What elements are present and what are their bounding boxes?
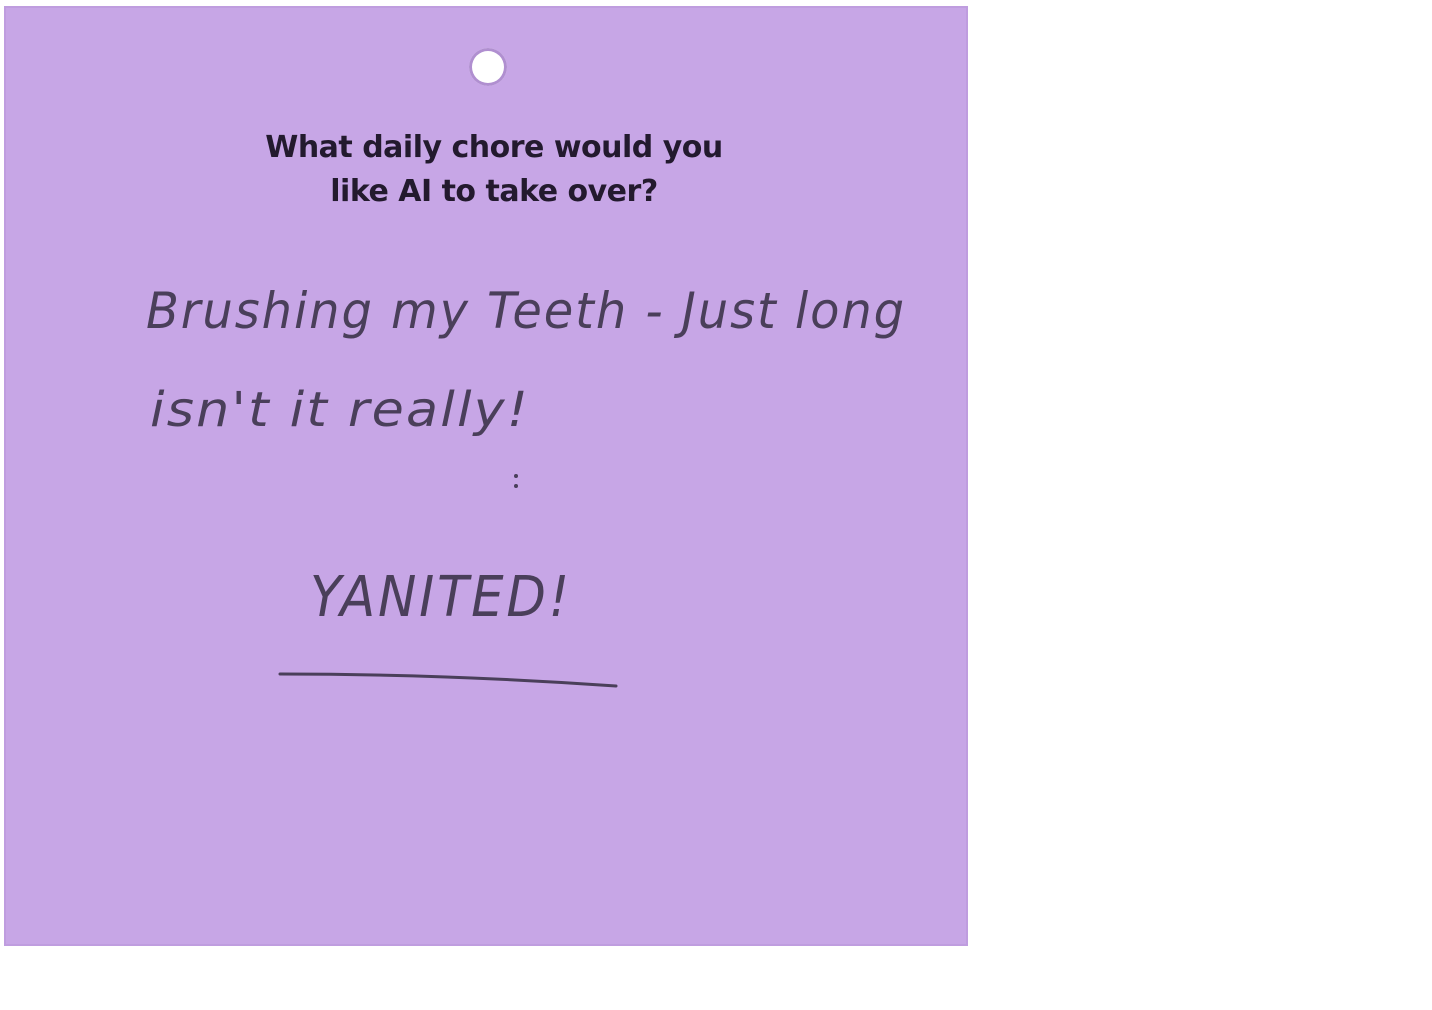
handwritten-answer bbox=[4, 6, 968, 946]
answer-line-1: Brushing my Teeth - Just long bbox=[146, 282, 906, 340]
ink-dot bbox=[514, 484, 518, 488]
signature-underline bbox=[280, 674, 616, 686]
question-line-1: What daily chore would you bbox=[265, 130, 723, 165]
question-line-2: like AI to take over? bbox=[330, 174, 658, 209]
answer-line-2: isn't it really! bbox=[150, 382, 530, 438]
prompt-card bbox=[4, 6, 968, 946]
signature: YANITED! bbox=[310, 565, 572, 630]
ink-dot bbox=[514, 474, 518, 478]
